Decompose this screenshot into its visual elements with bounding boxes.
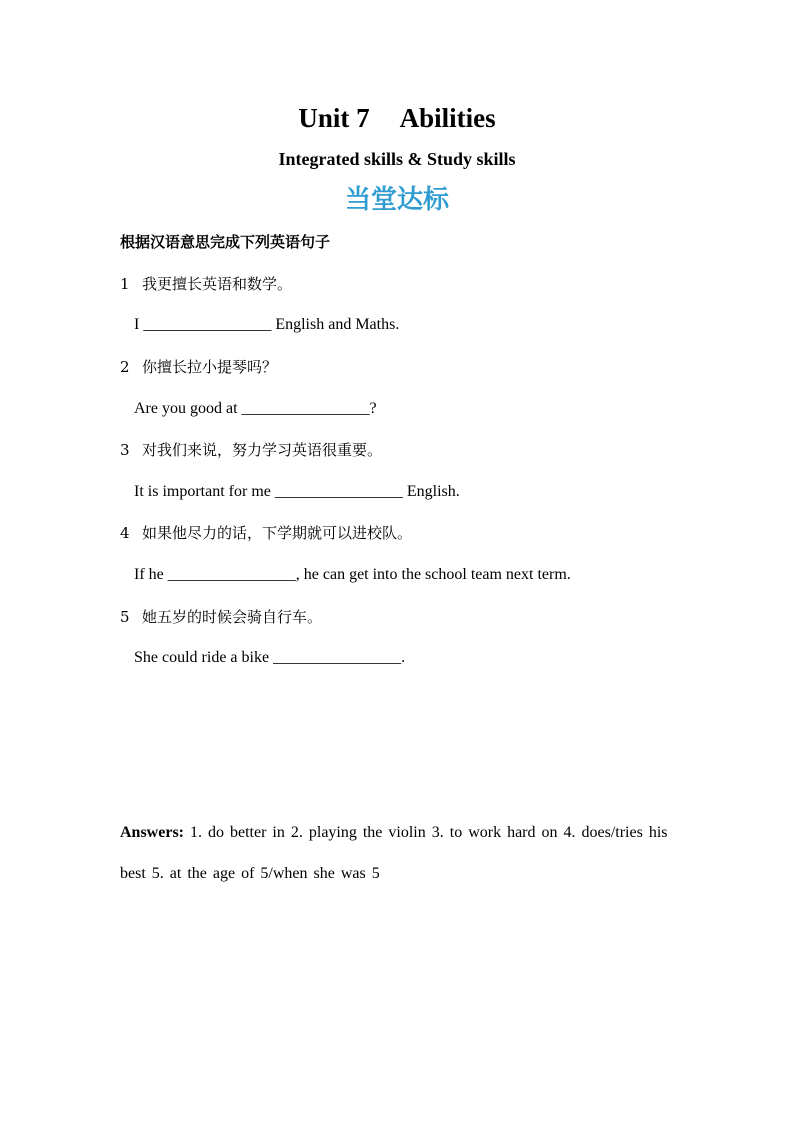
answer-key-label: Answers: bbox=[120, 824, 184, 841]
question-2-prompt: 你擅长拉小提琴吗？ bbox=[142, 358, 278, 376]
page-subtitle: Integrated skills & Study skills bbox=[278, 149, 516, 169]
question-5-number: 5 bbox=[120, 608, 130, 626]
question-3-chinese bbox=[120, 438, 382, 462]
question-2-chinese bbox=[120, 355, 277, 379]
question-2-english: Are you good at ________________? bbox=[134, 400, 377, 417]
page-title bbox=[0, 98, 794, 138]
question-1-number: 1 bbox=[120, 275, 130, 293]
question-3-english: It is important for me ________________ English. bbox=[134, 483, 460, 500]
question-3-prompt: 对我们来说，努力学习英语很重要。 bbox=[142, 441, 383, 459]
question-1-prompt: 我更擅长英语和数学。 bbox=[142, 275, 293, 293]
question-5-prompt: 她五岁的时候会骑自行车。 bbox=[142, 608, 323, 626]
question-5-chinese bbox=[120, 605, 322, 629]
unit-number: Unit 7 bbox=[298, 103, 370, 133]
question-1-chinese bbox=[120, 272, 292, 296]
question-3-number: 3 bbox=[120, 441, 130, 459]
unit-topic: Abilities bbox=[399, 103, 496, 133]
question-1-english: I ________________ English and Maths. bbox=[134, 316, 400, 333]
section-heading: 当堂达标 bbox=[344, 185, 449, 215]
question-5-english: She could ride a bike ________________. bbox=[134, 649, 406, 666]
question-2-number: 2 bbox=[120, 358, 130, 376]
question-4-chinese bbox=[120, 521, 412, 545]
question-4-prompt: 如果他尽力的话，下学期就可以进校队。 bbox=[142, 524, 413, 542]
question-4-english: If he ________________, he can get into the school team next term. bbox=[134, 566, 571, 583]
question-4-number: 4 bbox=[120, 524, 130, 542]
exercise-instruction: 根据汉语意思完成下列英语句子 bbox=[120, 233, 331, 251]
answer-key bbox=[120, 812, 680, 894]
answer-key-text: 1. do better in 2. playing the violin 3. to work hard on 4. does/tries his best 5. at the age of 5/when she was 5 bbox=[120, 824, 668, 882]
